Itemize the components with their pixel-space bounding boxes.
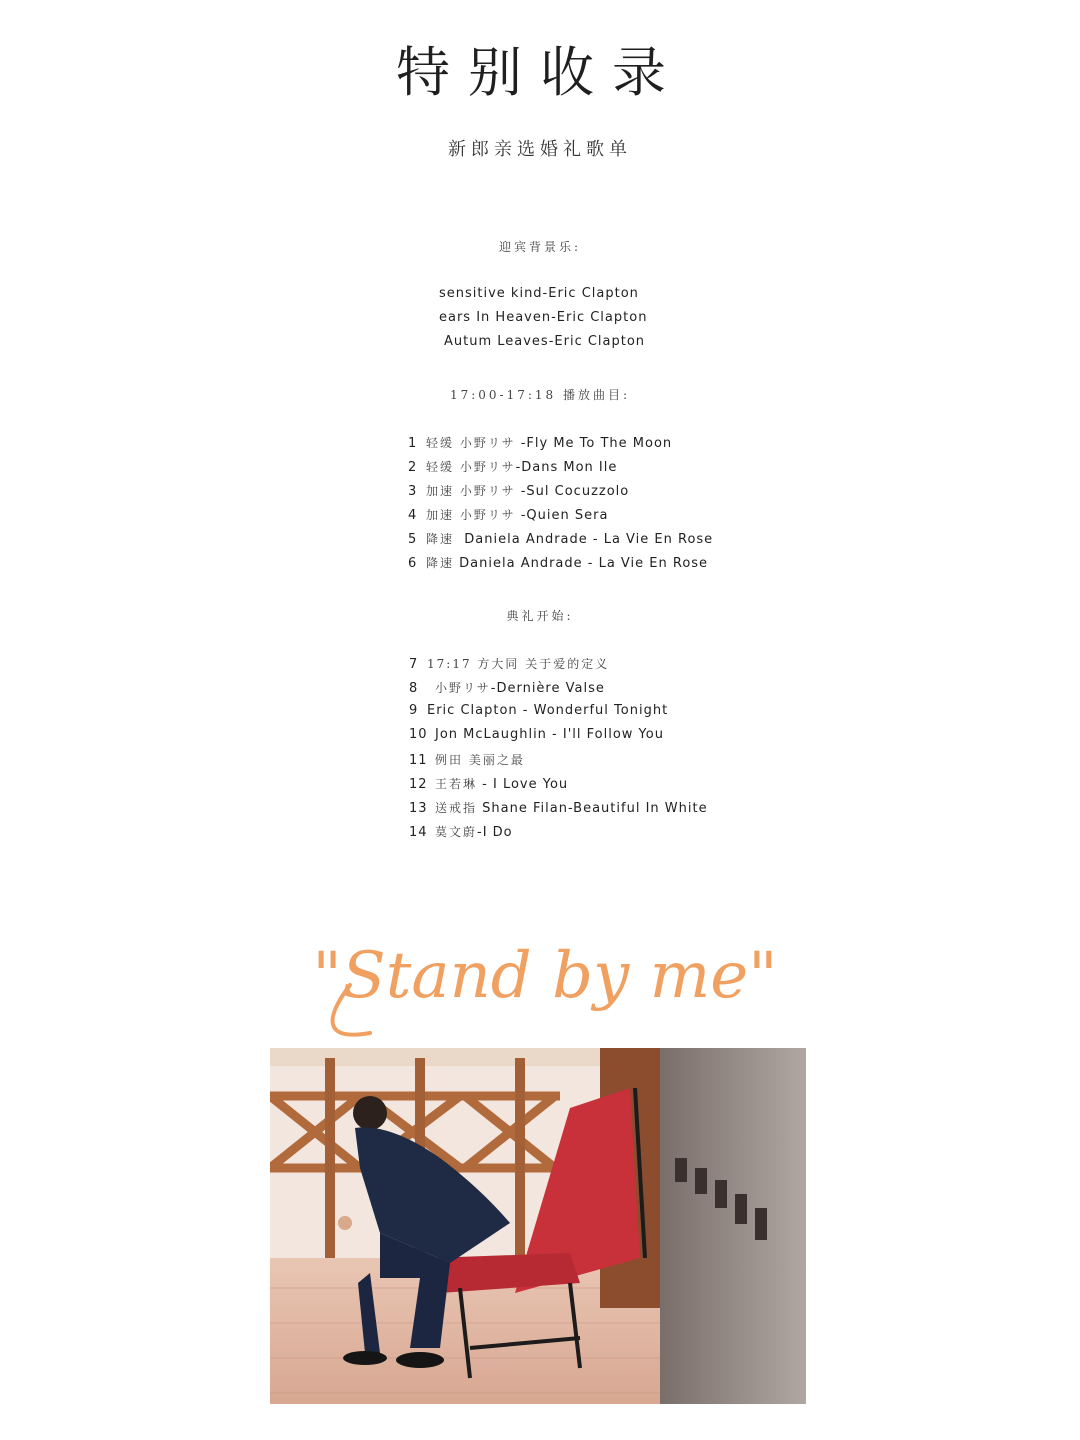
item-title: -Dans Mon Ile — [515, 460, 618, 475]
ceremony-item — [409, 751, 525, 768]
playlist-item — [408, 530, 713, 547]
item-number: 5 — [408, 532, 418, 547]
item-title: - I Love You — [482, 777, 569, 792]
item-number: 10 — [409, 727, 428, 742]
item-title: Jon McLaughlin - I'll Follow You — [435, 727, 664, 742]
stand-by-me-script-title — [310, 915, 780, 1055]
playlist-label: 17:00-17:18 播放曲目: — [449, 388, 631, 402]
welcome-song: Autum Leaves-Eric Clapton — [444, 334, 646, 349]
item-tag: 17:17 方大同 关于爱的定义 — [427, 657, 610, 671]
item-title: -I Do — [477, 825, 513, 840]
ceremony-label: 典礼开始: — [506, 609, 574, 623]
playlist-item — [408, 554, 708, 571]
item-number: 12 — [409, 777, 428, 792]
groom-photo — [270, 1048, 806, 1404]
item-title: -Fly Me To The Moon — [520, 436, 673, 451]
ceremony-item — [409, 823, 513, 840]
welcome-song: ears In Heaven-Eric Clapton — [439, 310, 648, 325]
item-number: 14 — [409, 825, 428, 840]
item-title: Daniela Andrade - La Vie En Rose — [459, 556, 709, 571]
item-number: 9 — [409, 703, 419, 718]
ceremony-item — [409, 703, 668, 718]
ceremony-item — [409, 727, 664, 742]
ceremony-item — [409, 655, 609, 672]
playlist-item — [408, 434, 672, 451]
item-number: 3 — [408, 484, 418, 499]
item-number: 11 — [409, 753, 428, 768]
item-title: Eric Clapton - Wonderful Tonight — [427, 703, 669, 718]
welcome-song: sensitive kind-Eric Clapton — [439, 286, 639, 301]
welcome-label: 迎宾背景乐: — [498, 240, 582, 254]
ceremony-item — [409, 775, 568, 792]
page-subtitle: 新郎亲选婚礼歌单 — [448, 139, 632, 160]
ceremony-item — [409, 799, 708, 816]
item-number: 6 — [408, 556, 418, 571]
item-tag: 例田 美丽之最 — [435, 753, 525, 767]
item-number: 13 — [409, 801, 428, 816]
item-title: -Dernière Valse — [490, 681, 605, 696]
item-number: 1 — [408, 436, 418, 451]
script-title-text: "Stand by me" — [312, 939, 778, 1013]
item-number: 4 — [408, 508, 418, 523]
item-tag: 王若琳 — [435, 777, 478, 791]
item-tag: 降速 — [426, 532, 455, 546]
item-title: -Sul Cocuzzolo — [520, 484, 630, 499]
item-number: 2 — [408, 460, 418, 475]
item-tag: 轻缓 小野リサ — [426, 460, 516, 474]
playlist-item — [408, 482, 629, 499]
item-tag: 加速 小野リサ — [426, 508, 516, 522]
item-title: Daniela Andrade - La Vie En Rose — [464, 532, 714, 547]
item-title: -Quien Sera — [520, 508, 609, 523]
item-tag: 加速 小野リサ — [426, 484, 516, 498]
ceremony-item — [409, 679, 605, 696]
item-title: Shane Filan-Beautiful In White — [482, 801, 708, 816]
playlist-item — [408, 458, 617, 475]
item-tag: 送戒指 — [435, 801, 478, 815]
playlist-item — [408, 506, 608, 523]
item-tag: 小野リサ — [435, 681, 491, 695]
item-number: 7 — [409, 657, 419, 672]
page-title: 特别收录 — [396, 41, 684, 104]
item-tag: 降速 — [426, 556, 455, 570]
item-tag: 莫文蔚 — [435, 825, 478, 839]
item-number: 8 — [409, 681, 419, 696]
item-tag: 轻缓 小野リサ — [426, 436, 516, 450]
